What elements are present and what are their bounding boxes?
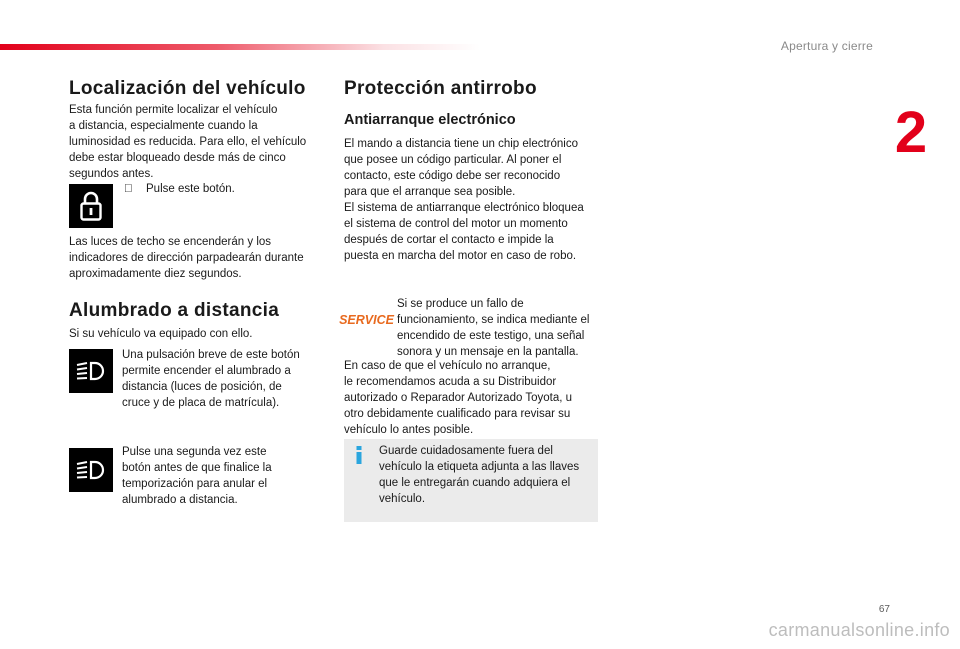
section-name: Apertura y cierre: [780, 39, 873, 53]
alumbrado-step2: Pulse una segunda vez este botón antes de que finalice la temporización para anular el alumbrado a distancia.: [122, 446, 272, 506]
antiarranque-body: El mando a distancia tiene un chip electrónico que posee un código particular. Al poner el contacto, este código debe ser reconocido para que el arranque sea posible. El sistema de antiarranque electrónico bloquea el sistema de control del motor un momento después de cortar el contacto e impide la puesta en marcha del motor en caso de robo.: [344, 138, 584, 262]
service-warning-text: Si se produce un fallo de funcionamiento, se indica mediante el encendido de este testigo, una señal sonora y un mensaje en la pantalla.: [397, 298, 590, 358]
headlight-button-1: [69, 349, 113, 393]
svg-text:SERVICE: SERVICE: [339, 313, 394, 327]
localizacion-intro: Esta función permite localizar el vehículo a distancia, especialmente cuando la luminosidad es reducida. Para ello, el vehículo debe estar bloqueado desde más de cinco segundos antes.: [69, 104, 307, 180]
watermark: carmanualsonline.info: [768, 620, 950, 640]
localizacion-result: Las luces de techo se encenderán y los indicadores de dirección parpadearán durante aproximadamente diez segundos.: [69, 236, 304, 280]
headlight-button-2: [69, 448, 113, 492]
antiarranque-subtitle: Antiarranque electrónico: [344, 112, 516, 128]
headlight-icon: [75, 459, 107, 481]
lock-step-bullet: [124, 181, 133, 197]
lock-step-text: Pulse este botón.: [146, 183, 235, 195]
localizacion-title: Localización del vehículo: [69, 78, 306, 99]
alumbrado-title: Alumbrado a distancia: [69, 300, 280, 321]
info-icon: [352, 446, 366, 464]
chapter-number: 2: [894, 100, 928, 165]
fault-advice: En caso de que el vehículo no arranque, le recomendamos acuda a su Distribuidor autorizado o Reparador Autorizado Toyota, u otro debidamente cualificado para revisar su vehículo lo antes posible.: [344, 360, 573, 436]
headlight-icon: [75, 360, 107, 382]
page-number: 67: [878, 604, 890, 615]
lock-button-icon: [69, 184, 113, 228]
top-accent-bar: [0, 44, 480, 50]
padlock-icon: [80, 191, 102, 221]
info-note-text: Guarde cuidadosamente fuera del vehículo la etiqueta adjunta a las llaves que le entregarán cuando adquiera el vehículo.: [379, 445, 580, 505]
alumbrado-step1: Una pulsación breve de este botón permite encender el alumbrado a distancia (luces de posición, de cruce y de placa de matrícula).: [122, 349, 300, 409]
proteccion-title: Protección antirrobo: [344, 78, 537, 99]
service-warning-icon: [339, 311, 394, 327]
alumbrado-intro: Si su vehículo va equipado con ello.: [69, 328, 253, 340]
